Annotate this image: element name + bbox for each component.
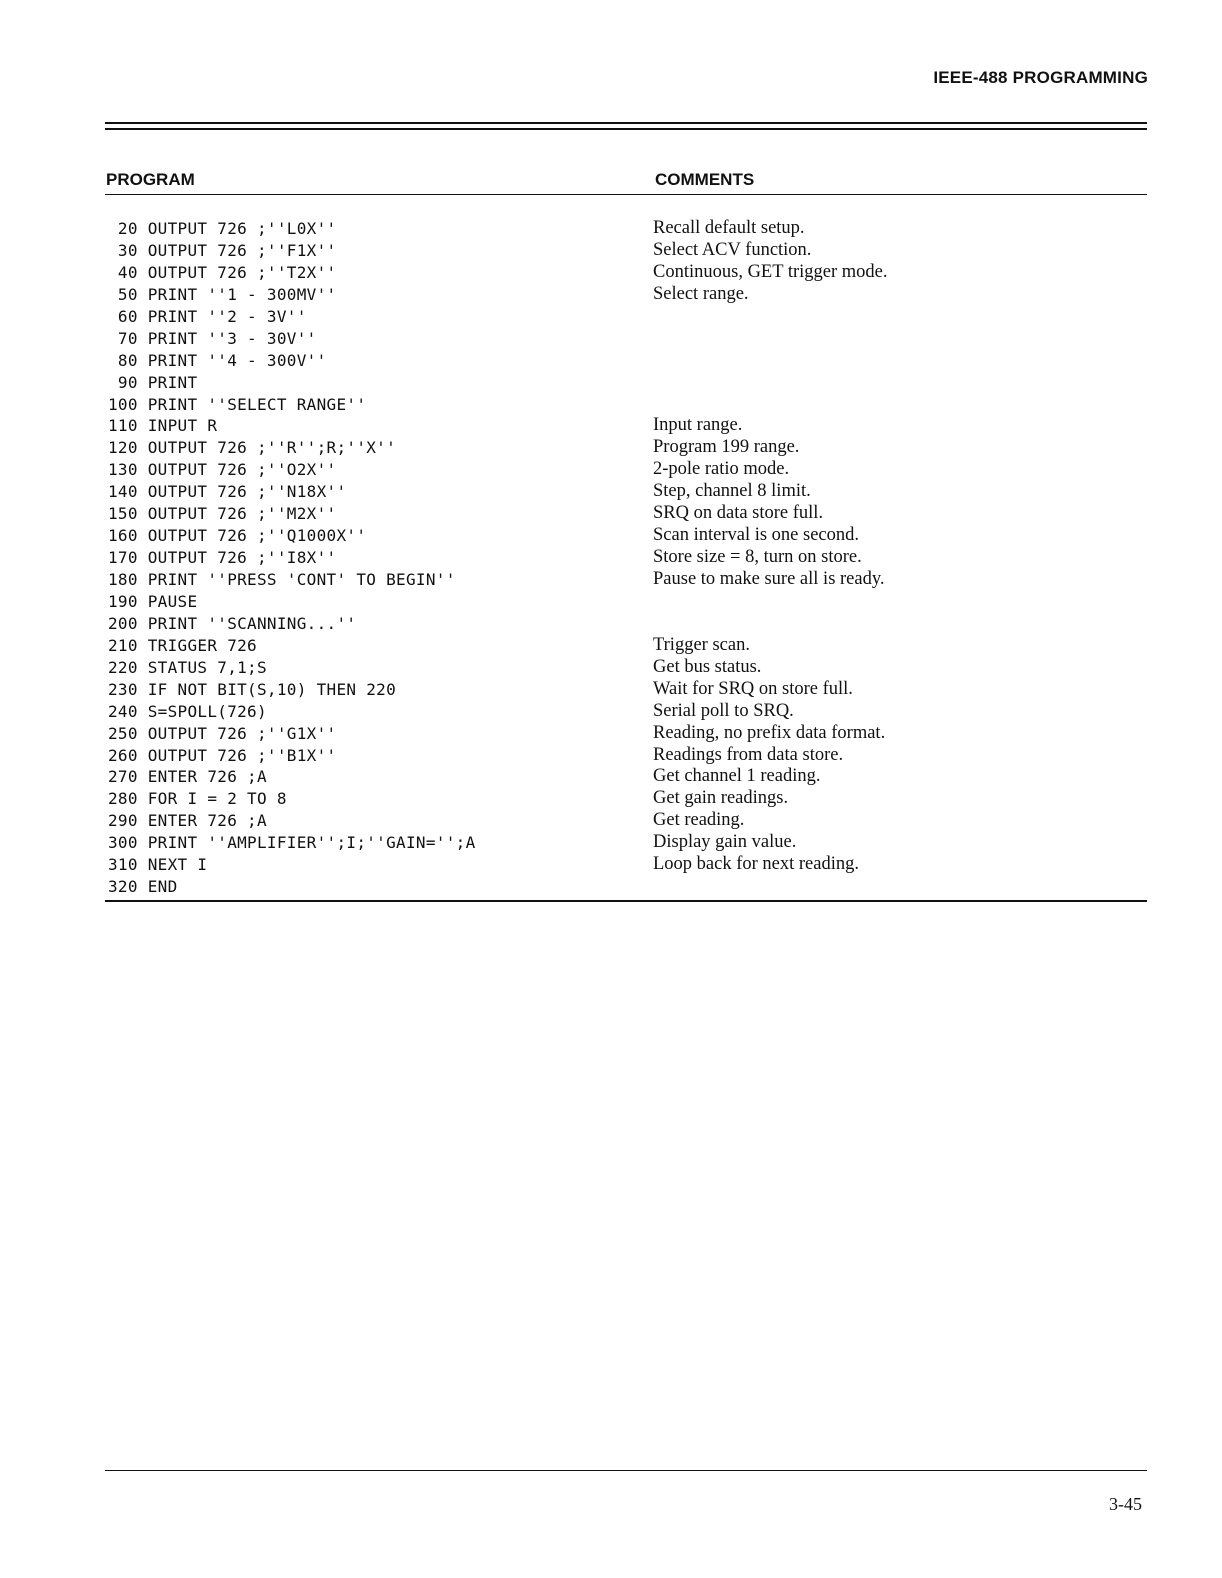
comments-column-heading: COMMENTS [655, 170, 755, 189]
comment-line [653, 394, 887, 416]
comment-line: Get reading. [653, 810, 745, 831]
program-line: 190 PAUSE [108, 591, 198, 611]
page-number: 3-45 [1109, 1494, 1142, 1514]
program-line: 300 PRINT ''AMPLIFIER'';I;''GAIN='';A [108, 833, 476, 853]
comment-line [653, 372, 887, 394]
program-line: 60 PRINT ''2 - 3V'' [108, 306, 307, 326]
program-line: 140 OUTPUT 726 ;''N18X'' [108, 482, 347, 502]
comment-line: Display gain value. [653, 832, 797, 853]
comment-line: Recall default setup. [653, 218, 805, 238]
comment-line: Store size = 8, turn on store. [653, 547, 862, 568]
program-line: 40 OUTPUT 726 ;''T2X'' [108, 262, 337, 282]
program-line: 20 OUTPUT 726 ;''L0X'' [108, 219, 337, 238]
program-line: 50 PRINT ''1 - 300MV'' [108, 284, 337, 304]
comment-line: Scan interval is one second. [653, 525, 860, 546]
program-line: 70 PRINT ''3 - 30V'' [108, 328, 317, 348]
comment-line [653, 613, 887, 635]
program-line: 180 PRINT ''PRESS 'CONT' TO BEGIN'' [108, 570, 456, 589]
comment-line: SRQ on data store full. [653, 503, 824, 524]
comment-line: Wait for SRQ on store full. [653, 678, 853, 699]
comment-line [653, 328, 887, 350]
program-line: 200 PRINT ''SCANNING...'' [108, 613, 357, 633]
page-header-title: IEEE-488 PROGRAMMING [933, 68, 1148, 87]
program-line: 290 ENTER 726 ;A [108, 811, 267, 831]
comment-line [653, 876, 887, 898]
footer-rule [105, 1470, 1147, 1471]
program-line: 90 PRINT [108, 372, 198, 392]
comment-line: Pause to make sure all is ready. [653, 569, 885, 589]
header-rule-lower [105, 128, 1147, 130]
comment-line: Step, channel 8 limit. [653, 481, 811, 502]
program-line: 210 TRIGGER 726 [108, 635, 257, 655]
program-line: 110 INPUT R [108, 416, 218, 436]
comment-line: Reading, no prefix data format. [653, 722, 886, 743]
header-rule-upper [105, 122, 1147, 124]
comment-line: Get channel 1 reading. [653, 766, 821, 787]
comment-line: Select ACV function. [653, 239, 812, 260]
program-line: 280 FOR I = 2 TO 8 [108, 789, 287, 809]
program-line: 170 OUTPUT 726 ;''I8X'' [108, 548, 337, 568]
comment-line: Continuous, GET trigger mode. [653, 261, 888, 282]
comment-line [653, 350, 887, 372]
comment-line: Readings from data store. [653, 744, 844, 765]
program-line: 270 ENTER 726 ;A [108, 767, 267, 787]
program-line: 120 OUTPUT 726 ;''R'';R;''X'' [108, 438, 397, 458]
program-listing [108, 218, 476, 898]
program-line: 260 OUTPUT 726 ;''B1X'' [108, 745, 337, 765]
comment-line: Loop back for next reading. [653, 854, 859, 875]
program-line: 150 OUTPUT 726 ;''M2X'' [108, 504, 337, 524]
program-line: 100 PRINT ''SELECT RANGE'' [108, 394, 367, 414]
program-line: 160 OUTPUT 726 ;''Q1000X'' [108, 526, 367, 546]
comment-line: Get bus status. [653, 656, 762, 677]
comment-line: Get gain readings. [653, 788, 789, 809]
comment-line: Select range. [653, 283, 749, 304]
program-line: 240 S=SPOLL(726) [108, 701, 267, 721]
program-line: 30 OUTPUT 726 ;''F1X'' [108, 240, 337, 260]
table-bottom-rule [105, 900, 1147, 902]
comment-line: Trigger scan. [653, 634, 750, 655]
program-line: 310 NEXT I [108, 855, 208, 875]
program-column-heading: PROGRAM [106, 170, 195, 189]
program-line: 130 OUTPUT 726 ;''O2X'' [108, 460, 337, 480]
comment-line: Serial poll to SRQ. [653, 700, 794, 721]
column-heading-rule [105, 194, 1147, 195]
comment-line [653, 306, 887, 328]
comment-line: Input range. [653, 415, 743, 436]
program-line: 250 OUTPUT 726 ;''G1X'' [108, 723, 337, 743]
program-line: 320 END [108, 877, 178, 897]
program-line: 80 PRINT ''4 - 300V'' [108, 350, 327, 370]
comment-line: 2-pole ratio mode. [653, 459, 790, 480]
program-line: 230 IF NOT BIT(S,10) THEN 220 [108, 679, 397, 699]
comment-line [653, 591, 887, 613]
program-line: 220 STATUS 7,1;S [108, 657, 267, 677]
comments-listing [653, 218, 887, 898]
comment-line: Program 199 range. [653, 437, 800, 458]
